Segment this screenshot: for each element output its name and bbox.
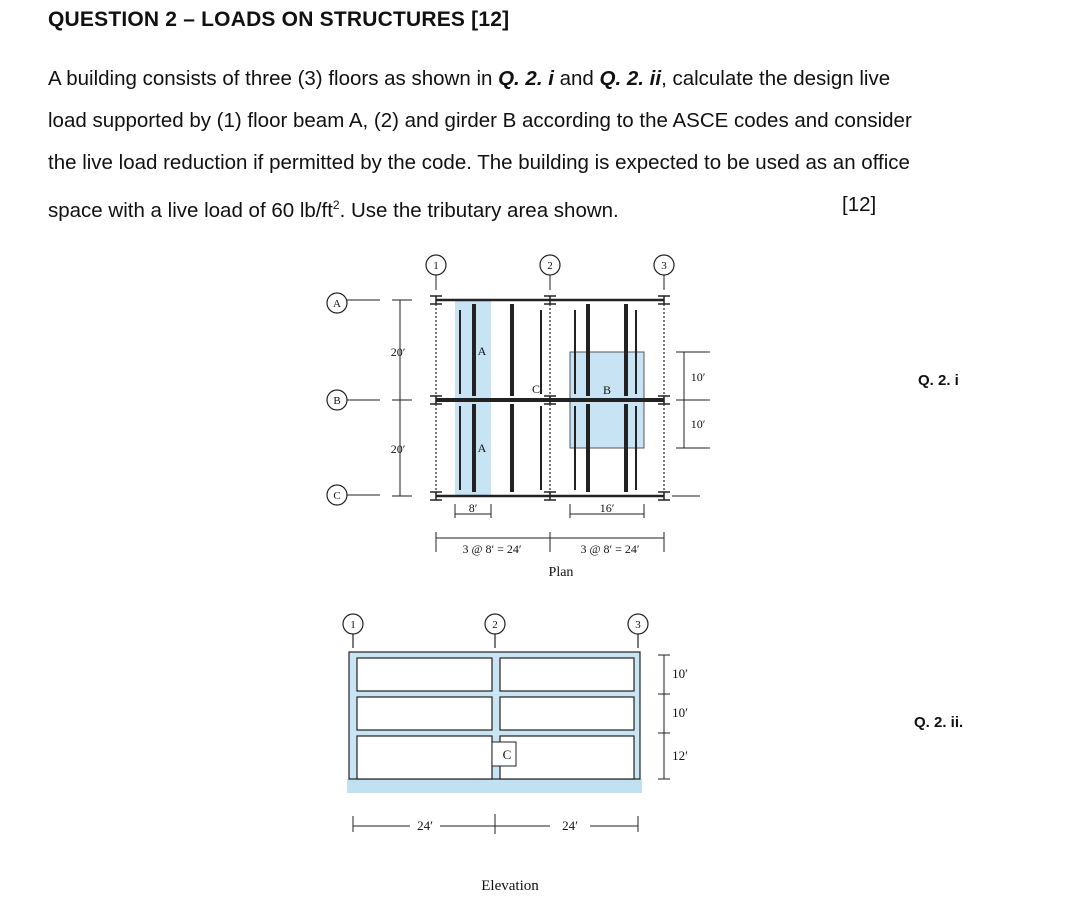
bay-panel [357, 736, 492, 779]
bay-panel [500, 736, 634, 779]
elevation-caption: Elevation [481, 878, 539, 894]
paragraph-line-3: the live load reduction if permitted by the code. The building is expected to be used as an office [48, 151, 910, 174]
marks-label: [12] [842, 193, 877, 216]
elev-col-label-3: 3 [635, 619, 641, 631]
superscript: 2 [332, 198, 340, 212]
paragraph-line-2: load supported by (1) floor beam A, (2) and girder B according to the ASCE codes and consider [48, 109, 912, 132]
story-height-2: 10′ [672, 705, 688, 720]
beam-a-label-top: A [477, 344, 487, 358]
text-span: and [553, 67, 600, 90]
elev-column-c-label: C [502, 747, 512, 762]
elev-span-right: 24′ [562, 818, 578, 833]
text-span: . Use the tributary area shown. [339, 198, 619, 222]
bay-panel [357, 697, 492, 730]
plan-view [327, 255, 710, 552]
span-label-right: 3 @ 8′ = 24′ [580, 542, 640, 556]
dim-label-20-top: 20′ [390, 345, 406, 359]
dim-label-10-bottom: 10′ [690, 417, 706, 431]
bay-panel [500, 658, 634, 691]
question-heading: QUESTION 2 – LOADS ON STRUCTURES [12] [48, 8, 510, 31]
beam-a-label-bottom: A [477, 441, 487, 455]
plan-caption: Plan [548, 565, 574, 580]
text-span: space with a live load of 60 lb/ft [48, 198, 333, 222]
row-label-c: C [333, 490, 341, 502]
figure-label-q2i: Q. 2. i [918, 372, 959, 389]
ground [347, 779, 642, 793]
figure-ref-q2i: Q. 2. i [498, 67, 554, 90]
bay-panel [357, 658, 492, 691]
elev-col-label-1: 1 [350, 619, 356, 631]
col-label-2: 2 [547, 260, 553, 272]
column-c-label: C [531, 382, 541, 396]
elev-col-label-2: 2 [492, 619, 498, 631]
story-height-1: 10′ [672, 666, 688, 681]
story-height-3: 12′ [672, 748, 688, 763]
col-label-1: 1 [433, 260, 439, 272]
dim-label-16: 16′ [599, 501, 615, 515]
bay-panel [500, 697, 634, 730]
dim-label-20-bottom: 20′ [390, 442, 406, 456]
dim-label-10-top: 10′ [690, 370, 706, 384]
row-label-b: B [333, 395, 341, 407]
elevation-view [343, 614, 670, 834]
girder-b-label: B [602, 383, 612, 397]
elev-span-left: 24′ [417, 818, 433, 833]
text-span: , calculate the design live [661, 67, 891, 90]
col-label-3: 3 [661, 260, 667, 272]
row-label-a: A [333, 298, 341, 310]
dim-label-8: 8′ [468, 501, 478, 515]
figure-label-q2ii: Q. 2. ii. [914, 714, 964, 731]
figure-ref-q2ii: Q. 2. ii [599, 67, 662, 90]
text-span: A building consists of three (3) floors as shown in [48, 67, 499, 90]
span-label-left: 3 @ 8′ = 24′ [462, 542, 522, 556]
